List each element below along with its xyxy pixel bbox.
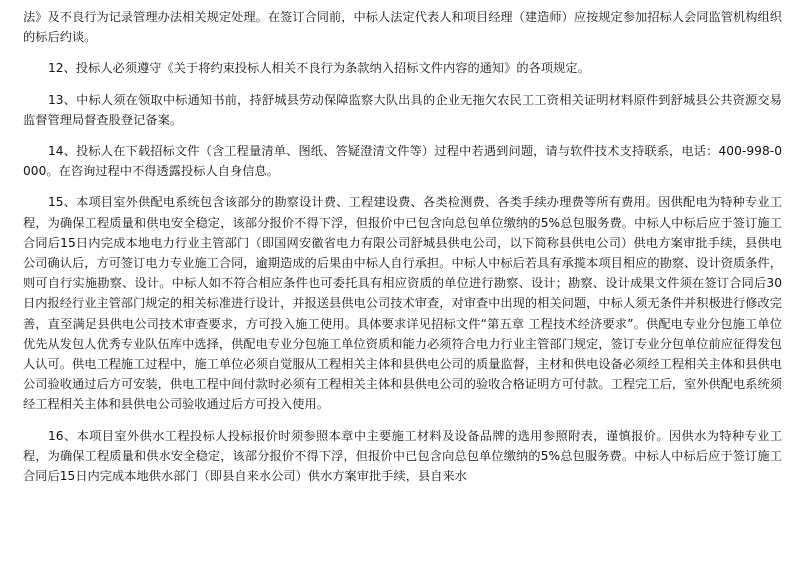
paragraph-gap xyxy=(23,181,782,192)
paragraph-gap xyxy=(23,415,782,426)
paragraph-gap xyxy=(23,47,782,58)
paragraph-item-15: 15、本项目室外供配电系统包含该部分的勘察设计费、工程建设费、各类检测费、各类手续办理费等所有费用。因供配电为特种专业工程，为确保工程质量和供电安全稳定，该部分报价不得下浮，但报价中已包含向总包单位缴纳的5%总包服务费。中标人中标后应于签订施工合同后15日内完成本地电力行业主管部门（即国网安徽省电力有限公司舒城县供电公司，以下简称县供电公司）供电方案审批手续，县供电公司确认后，方可签订电力专业施工合同，逾期造成的后果由中标人自行承担。中标人中标后若具有承揽本项目相应的勘察、设计资质条件，则可自行实施勘察、设计。中标人如不符合相应条件也可委托具有相应资质的单位进行勘察、设计；勘察、设计成果文件须在签订合同后30日内报经行业主管部门规定的相关标准进行设计，并报送县供电公司技术审查，对审查中出现的相关问题，中标人须无条件并积极进行修改完善，直至满足县供电公司技术审查要求，方可投入施工使用。具体要求详见招标文件“第五章 工程技术经济要求”。供配电专业分包施工单位优先从发包人优秀专业队伍库中选择，供配电专业分包施工单位资质和能力必须符合电力行业主管部门规定，签订专业分包单位前应征得发包人认可。供电工程施工过程中，施工单位必须自觉服从工程相关主体和县供电公司的质量监督，主材和供电设备必须经工程相关主体和县供电公司验收通过后方可安装，供电工程中间付款时必须有工程相关主体和县供电公司的验收合格证明方可付款。工程完工后，室外供配电系统须经工程相关主体和县供电公司验收通过后方可投入使用。 xyxy=(23,195,782,412)
paragraph-item-14: 14、投标人在下载招标文件（含工程量清单、图纸、答疑澄清文件等）过程中若遇到问题，请与软件技术支持联系，电话：400-998-0000。在咨询过程中不得透露投标人自身信息。 xyxy=(23,144,782,179)
paragraph-item-16: 16、本项目室外供水工程投标人投标报价时须参照本章中主要施工材料及设备品牌的选用参照附表，谨慎报价。因供水为特种专业工程，为确保工程质量和供水安全稳定，该部分报价不得下浮，但报价中已包含向总包单位缴纳的5%总包服务费。中标人中标后应于签订施工合同后15日内完成本地供水部门（即县自来水公司）供水方案审批手续，县自来水 xyxy=(23,428,782,484)
paragraph-item-13: 13、中标人须在领取中标通知书前，持舒城县劳动保障监察大队出具的企业无拖欠农民工工资相关证明材料原件到舒城县公共资源交易监督管理局督查股登记备案。 xyxy=(23,92,782,127)
paragraph-continuation: 法》及不良行为记录管理办法相关规定处理。在签订合同前，中标人法定代表人和项目经理（建造师）应按规定参加招标人会同监管机构组织的标后约谈。 xyxy=(23,10,782,45)
paragraph-gap xyxy=(23,79,782,90)
paragraph-item-12: 12、投标人必须遵守《关于将约束投标人相关不良行为条款纳入招标文件内容的通知》的各项规定。 xyxy=(48,61,590,76)
paragraph-gap xyxy=(23,130,782,141)
